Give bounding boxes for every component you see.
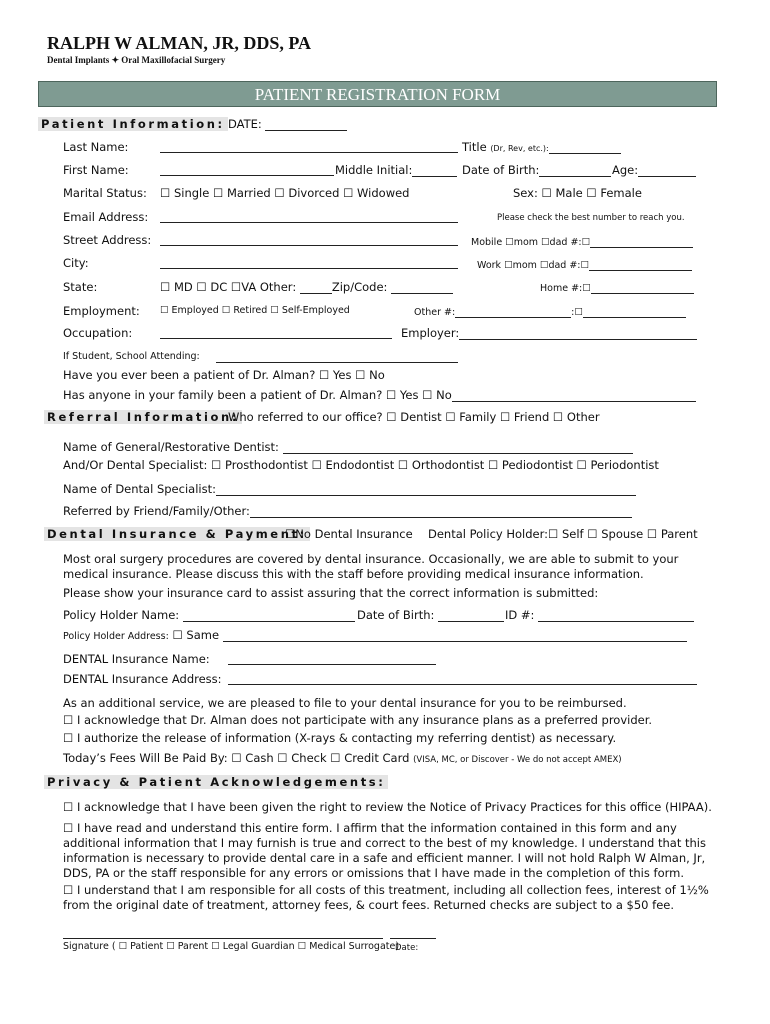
city-label: City: xyxy=(63,256,89,270)
section-privacy: Privacy & Patient Acknowledgements: xyxy=(44,775,388,789)
work-phone-field[interactable]: Work ☐mom ☐dad #:☐ xyxy=(477,258,692,271)
insurance-paragraph: Most oral surgery procedures are covered by dental insurance. Occasionally, we are able to submit to your medical insurance. Please discuss this with the staff before providing medical insurance information. xyxy=(63,552,679,581)
signature-date-label: Date: xyxy=(395,943,419,953)
insurance-name-field[interactable]: DENTAL Insurance Name: xyxy=(63,652,210,666)
state-options[interactable]: ☐ MD ☐ DC ☐VA Other: Zip/Code: xyxy=(160,280,453,294)
policy-id-field[interactable]: ID #: xyxy=(505,608,694,622)
date-field[interactable]: DATE: xyxy=(228,117,347,131)
last-name-field[interactable] xyxy=(160,152,458,153)
school-field[interactable] xyxy=(216,362,458,363)
referred-by-field[interactable]: Referred by Friend/Family/Other: xyxy=(63,504,632,518)
insurance-name-line[interactable] xyxy=(228,664,436,665)
family-patient-question[interactable]: Has anyone in your family been a patient of Dr. Alman? ☐ Yes ☐ No xyxy=(63,388,696,402)
privacy-ack-costs[interactable]: ☐ I understand that I am responsible for all costs of this treatment, including all collection fees, interest of 1½% from the original date of treatment, attorney fees, & court fees. Returned checks are subject to a $50 fee. xyxy=(63,883,709,912)
state-label: State: xyxy=(63,280,98,294)
privacy-ack-affirm[interactable]: ☐ I have read and understand this entire form. I affirm that the information contained in this form and any additional information that I may furnish is true and correct to the best of my knowledge. I understand that this information is necessary to provide dental care in a safe and efficient manner. I will not hold Ralph W Alman, Jr, DDS, PA or the staff responsible for any errors or omissions that I have made in the completion of this form. xyxy=(63,821,706,880)
middle-initial-field[interactable]: Middle Initial: xyxy=(335,163,457,177)
email-field[interactable] xyxy=(160,222,458,223)
form-title: PATIENT REGISTRATION FORM xyxy=(38,81,717,107)
age-field[interactable]: Age: xyxy=(612,163,696,177)
dental-specialist-options[interactable]: And/Or Dental Specialist: ☐ Prosthodontist ☐ Endodontist ☐ Orthodontist ☐ Pediodontist ☐ Periodontist xyxy=(63,458,659,472)
marital-status-label: Marital Status: xyxy=(63,186,147,200)
occupation-field[interactable] xyxy=(160,338,392,339)
mobile-phone-field[interactable]: Mobile ☐mom ☐dad #:☐ xyxy=(471,235,693,248)
practice-name: RALPH W ALMAN, JR, DDS, PA xyxy=(47,33,312,53)
email-label: Email Address: xyxy=(63,210,149,224)
street-address-label: Street Address: xyxy=(63,233,152,247)
section-dental-insurance: Dental Insurance & Payment: xyxy=(44,527,310,541)
employment-options[interactable]: ☐ Employed ☐ Retired ☐ Self-Employed xyxy=(160,305,350,316)
first-name-field[interactable] xyxy=(160,175,334,176)
payment-method-options[interactable]: Today’s Fees Will Be Paid By: ☐ Cash ☐ Check ☐ Credit Card (VISA, MC, or Discover - We do not accept AMEX) xyxy=(63,751,622,765)
sex-options[interactable]: Sex: ☐ Male ☐ Female xyxy=(513,186,642,200)
privacy-ack-hipaa[interactable]: ☐ I acknowledge that I have been given the right to review the Notice of Privacy Practices for this office (HIPAA). xyxy=(63,800,712,814)
section-patient-information: Patient Information: xyxy=(38,117,228,131)
ack-no-preferred-provider[interactable]: ☐ I acknowledge that Dr. Alman does not participate with any insurance plans as a preferred provider. xyxy=(63,713,653,727)
last-name-label: Last Name: xyxy=(63,140,129,154)
signature-date-line[interactable] xyxy=(390,938,436,939)
previous-patient-question[interactable]: Have you ever been a patient of Dr. Alman? ☐ Yes ☐ No xyxy=(63,368,385,382)
signature-line[interactable] xyxy=(63,938,383,939)
title-field[interactable]: Title (Dr, Rev, etc.): xyxy=(462,140,621,154)
insurance-address-field[interactable]: DENTAL Insurance Address: xyxy=(63,672,222,686)
first-name-label: First Name: xyxy=(63,163,129,177)
specialist-name-field[interactable]: Name of Dental Specialist: xyxy=(63,482,636,496)
no-insurance-checkbox[interactable]: ☐No Dental Insurance xyxy=(285,527,413,541)
employment-label: Employment: xyxy=(63,304,140,318)
policy-holder-options[interactable]: Dental Policy Holder:☐ Self ☐ Spouse ☐ Parent xyxy=(428,527,698,541)
phone-note: Please check the best number to reach you. xyxy=(497,213,685,223)
service-note: As an additional service, we are pleased to file to your dental insurance for you to be reimbursed. xyxy=(63,696,627,710)
other-phone-field[interactable]: Other #: :☐ xyxy=(414,305,686,318)
marital-status-options[interactable]: ☐ Single ☐ Married ☐ Divorced ☐ Widowed xyxy=(160,186,410,200)
home-phone-field[interactable]: Home #:☐ xyxy=(540,281,694,294)
section-referral-information: Referral Information: xyxy=(44,410,242,424)
referral-question[interactable]: Who referred to our office? ☐ Dentist ☐ Family ☐ Friend ☐ Other xyxy=(228,410,600,424)
policy-holder-name-field[interactable]: Policy Holder Name: xyxy=(63,608,355,622)
street-address-field[interactable] xyxy=(160,245,458,246)
policy-dob-field[interactable]: Date of Birth: xyxy=(357,608,504,622)
city-field[interactable] xyxy=(160,268,458,269)
ack-release-information[interactable]: ☐ I authorize the release of information (X-rays & contacting my referring dentist) as necessary. xyxy=(63,731,617,745)
occupation-label: Occupation: xyxy=(63,326,133,340)
date-of-birth-field[interactable]: Date of Birth: xyxy=(462,163,611,177)
insurance-card-note: Please show your insurance card to assist assuring that the correct information is submitted: xyxy=(63,586,599,600)
general-dentist-field[interactable]: Name of General/Restorative Dentist: xyxy=(63,440,633,454)
employer-field[interactable]: Employer: xyxy=(401,326,697,340)
practice-subtitle: Dental Implants ✦ Oral Maxillofacial Surgery xyxy=(47,55,226,65)
insurance-address-line[interactable] xyxy=(228,684,697,685)
school-label: If Student, School Attending: xyxy=(63,351,200,362)
policy-holder-address-field[interactable]: Policy Holder Address: ☐ Same xyxy=(63,628,687,642)
signature-label: Signature ( ☐ Patient ☐ Parent ☐ Legal Guardian ☐ Medical Surrogate) xyxy=(63,941,400,952)
